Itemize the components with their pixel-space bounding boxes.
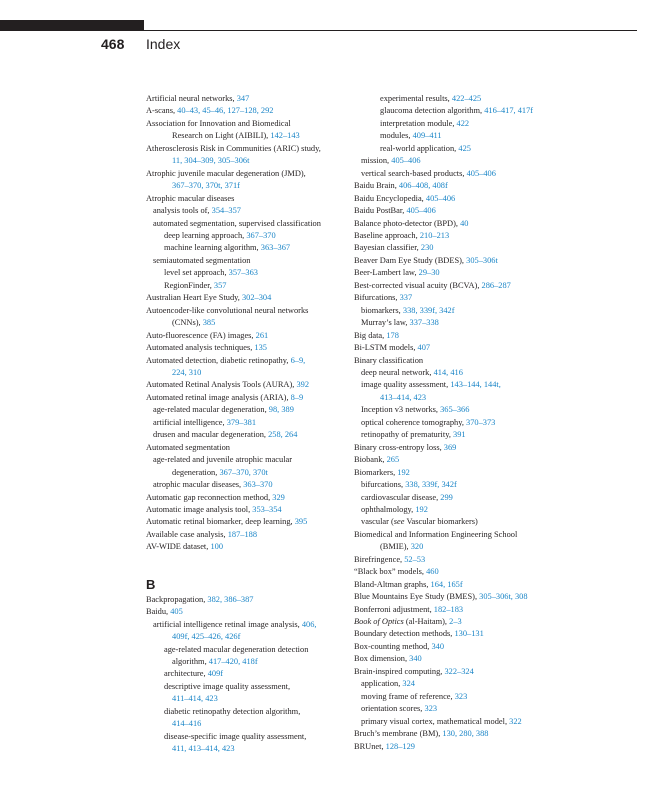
- page-reference-link[interactable]: 98, 389: [268, 405, 294, 415]
- index-term: Automated retinal image analysis (ARIA),: [146, 392, 291, 402]
- index-entry: [146, 492, 342, 504]
- index-entry: [354, 591, 554, 603]
- index-term: age-related macular degeneration detection: [164, 644, 309, 654]
- index-column-right: [354, 93, 554, 753]
- page-reference-link[interactable]: 6–9,: [290, 355, 306, 365]
- index-term: age-related and juvenile atrophic macular: [153, 455, 293, 465]
- index-entry: [354, 255, 554, 267]
- index-term: Inception v3 networks,: [361, 405, 441, 415]
- index-term: Bonferroni adjustment,: [354, 604, 434, 614]
- index-entry: [146, 731, 342, 756]
- index-term: Atrophic macular diseases: [146, 193, 235, 203]
- index-entry: [354, 292, 554, 304]
- index-entry: [354, 193, 554, 205]
- index-term: Box-counting method,: [354, 641, 432, 651]
- index-term: Autoencoder-like convolutional neural networks: [146, 305, 309, 315]
- index-entry: [354, 379, 554, 404]
- index-term: orientation scores,: [361, 704, 425, 714]
- index-term: Backpropagation,: [146, 594, 208, 604]
- page-reference-link[interactable]: 338, 339f, 342f: [402, 305, 455, 315]
- index-entry: [354, 242, 554, 254]
- index-term: Available case analysis,: [146, 529, 228, 539]
- page-reference-link[interactable]: 230: [420, 243, 434, 253]
- index-term: bifurcations,: [361, 480, 406, 490]
- page-reference-link[interactable]: 187–188: [227, 529, 258, 539]
- page-reference-link[interactable]: 337–338: [409, 318, 439, 328]
- page-reference-link[interactable]: 353–354: [252, 504, 282, 514]
- index-term: ophthalmology,: [361, 504, 416, 514]
- page-reference-link[interactable]: 323: [424, 704, 438, 714]
- page-number: 468: [101, 36, 125, 52]
- index-term: Baseline approach,: [354, 230, 420, 240]
- index-term: Biomarkers,: [354, 467, 398, 477]
- page-reference-link[interactable]: 2–3: [449, 617, 462, 627]
- index-term: diabetic retinopathy detection algorithm,: [164, 706, 301, 716]
- index-entry: [146, 218, 342, 230]
- index-entry: [354, 143, 554, 155]
- index-entry: [354, 579, 554, 591]
- page-reference-link[interactable]: 407: [417, 343, 431, 353]
- index-term: Association for Innovation and Biomedical: [146, 118, 291, 128]
- index-entry: [354, 317, 554, 329]
- page-reference-link[interactable]: 178: [386, 330, 399, 340]
- index-entry: [354, 467, 554, 479]
- index-entry: [354, 180, 554, 192]
- index-entry-continuation: [164, 743, 342, 755]
- page-reference-link[interactable]: 422: [456, 118, 470, 128]
- page-reference-link[interactable]: 8–9: [290, 392, 304, 402]
- page-reference-link[interactable]: 405: [170, 607, 183, 617]
- page-reference-link[interactable]: 425: [458, 143, 471, 153]
- page-reference-link[interactable]: 405–406: [425, 193, 456, 203]
- index-entry: [354, 454, 554, 466]
- index-term: Atherosclerosis Risk in Communities (ARIC) study,: [146, 143, 321, 153]
- page-reference-link[interactable]: 164, 165f: [430, 579, 463, 589]
- index-entry: [146, 479, 342, 491]
- index-term: application,: [361, 679, 403, 689]
- page-reference-link[interactable]: 265: [386, 455, 400, 465]
- page-reference-link[interactable]: 409f: [207, 669, 224, 679]
- page-reference-link[interactable]: 324: [402, 679, 415, 689]
- index-entry: [146, 205, 342, 217]
- page-reference-link[interactable]: 382, 386–387: [207, 594, 254, 604]
- page-reference-link[interactable]: 340: [431, 641, 445, 651]
- index-term: Best-corrected visual acuity (BCVA),: [354, 280, 482, 290]
- index-column-left: [146, 93, 342, 756]
- page-reference-link[interactable]: 340: [409, 654, 422, 664]
- running-head: Index: [146, 36, 181, 52]
- page-reference-link[interactable]: 192: [397, 467, 410, 477]
- index-entry: [354, 442, 554, 454]
- page-reference-link[interactable]: 406–408, 408f: [398, 181, 448, 191]
- index-entry: [146, 644, 342, 669]
- index-term: Australian Heart Eye Study,: [146, 293, 242, 303]
- index-entry: [354, 529, 554, 554]
- index-term: level set approach,: [164, 268, 229, 278]
- index-term: analysis tools of,: [153, 206, 212, 216]
- index-entry: [146, 681, 342, 706]
- index-term: optical coherence tomography,: [361, 417, 467, 427]
- cross-ref-see: see: [393, 517, 405, 527]
- page-reference-link[interactable]: 100: [210, 542, 223, 552]
- index-entry-continuation: [153, 467, 342, 479]
- index-term: Bland-Altman graphs,: [354, 579, 431, 589]
- index-entry: [146, 280, 342, 292]
- index-term: artificial intelligence,: [153, 417, 227, 427]
- index-term: Automated segmentation: [146, 442, 230, 452]
- index-term-cont: (BMIE),: [380, 542, 411, 552]
- index-entry: [354, 230, 554, 242]
- index-term: glaucoma detection algorithm,: [380, 106, 485, 116]
- index-entry-continuation: [146, 317, 342, 329]
- index-entry: [354, 716, 554, 728]
- index-entry-continuation: [146, 180, 342, 192]
- index-entry: [354, 105, 554, 117]
- index-term: atrophic macular diseases,: [153, 480, 244, 490]
- index-term: Bayesian classifier,: [354, 243, 421, 253]
- index-entry: [146, 417, 342, 429]
- index-entry: [354, 205, 554, 217]
- index-entry-continuation: [146, 130, 342, 142]
- index-entry: [354, 267, 554, 279]
- index-term: disease-specific image quality assessment,: [164, 731, 307, 741]
- index-term: vascular (: [361, 517, 394, 527]
- page-reference-link[interactable]: 417–420, 418f: [208, 657, 258, 667]
- index-entry: [146, 143, 342, 168]
- index-term-italic: Book of Optics: [354, 617, 404, 627]
- page-reference-link[interactable]: 460: [426, 567, 439, 577]
- index-entry: [354, 479, 554, 491]
- index-term: Brain-inspired computing,: [354, 666, 445, 676]
- index-term: modules,: [380, 131, 413, 141]
- page-reference-link[interactable]: 322: [509, 716, 522, 726]
- index-entry: [146, 242, 342, 254]
- index-term: descriptive image quality assessment,: [164, 681, 291, 691]
- index-term: Box dimension,: [354, 654, 410, 664]
- index-entry: [354, 666, 554, 678]
- index-term: moving frame of reference,: [361, 691, 455, 701]
- index-term: cardiovascular disease,: [361, 492, 441, 502]
- page-reference-link[interactable]: 422–425: [451, 94, 482, 103]
- index-list-b-continued: [354, 93, 554, 753]
- index-term: vertical search-based products,: [361, 168, 467, 178]
- page-reference-link[interactable]: 261: [255, 330, 269, 340]
- index-entry: [354, 728, 554, 740]
- index-entry: [354, 628, 554, 640]
- index-term: age-related macular degeneration,: [153, 405, 269, 415]
- page-reference-link[interactable]: 409–411: [412, 131, 442, 141]
- index-entry-continuation: [153, 631, 342, 643]
- page-reference-link[interactable]: 405–406: [466, 168, 496, 178]
- index-term: Auto-fluorescence (FA) images,: [146, 330, 256, 340]
- page-reference-link[interactable]: 224, 310: [172, 367, 202, 377]
- index-entry-continuation: [164, 693, 342, 705]
- index-entry: [146, 442, 342, 454]
- index-entry-continuation: [354, 541, 554, 553]
- page-reference-link[interactable]: 414, 416: [433, 367, 463, 377]
- index-term: Automatic gap reconnection method,: [146, 492, 273, 502]
- index-term: Baidu Encyclopedia,: [354, 193, 426, 203]
- index-entry: [354, 155, 554, 167]
- index-entry: [146, 454, 342, 479]
- index-entry: [354, 504, 554, 516]
- index-entry: [354, 330, 554, 342]
- index-entry: [354, 280, 554, 292]
- page-reference-link[interactable]: 357: [213, 280, 227, 290]
- index-entry: [146, 230, 342, 242]
- page-reference-link[interactable]: 130–131: [454, 629, 484, 639]
- index-entry: [146, 105, 342, 117]
- index-term: AV-WIDE dataset,: [146, 542, 211, 552]
- page-reference-link[interactable]: 363–367: [260, 243, 291, 253]
- page-reference-link[interactable]: 337: [399, 293, 413, 303]
- page-reference-link[interactable]: 142–143: [270, 131, 300, 141]
- index-list-b: [146, 594, 342, 756]
- index-term: Automated detection, diabetic retinopathy,: [146, 355, 291, 365]
- index-entry: [146, 342, 342, 354]
- index-entry: [354, 404, 554, 416]
- index-entry: [354, 130, 554, 142]
- index-term: drusen and macular degeneration,: [153, 430, 269, 440]
- page-reference-link[interactable]: 367–370: [246, 230, 276, 240]
- index-entry: [146, 516, 342, 528]
- index-term: primary visual cortex, mathematical model,: [361, 716, 510, 726]
- header-rule: [0, 30, 637, 31]
- page-reference-link[interactable]: 357–363: [228, 268, 258, 278]
- index-entry: [354, 429, 554, 441]
- page-reference-link[interactable]: 391: [453, 430, 466, 440]
- index-entry: [146, 404, 342, 416]
- page-reference-link[interactable]: 338, 339f, 342f: [405, 480, 457, 490]
- index-entry: [354, 616, 554, 628]
- index-entry: [146, 292, 342, 304]
- index-term: Binary classification: [354, 355, 424, 365]
- page-reference-link[interactable]: 182–183: [433, 604, 464, 614]
- page-reference-link[interactable]: 320: [410, 542, 424, 552]
- index-entry-continuation: [146, 367, 342, 379]
- index-entry: [146, 255, 342, 267]
- page-reference-link[interactable]: 52–53: [404, 554, 426, 564]
- page-reference-link[interactable]: 409f, 425–426, 426f: [172, 632, 241, 642]
- page-reference-link[interactable]: 392: [296, 380, 310, 390]
- page-reference-link[interactable]: 414–416: [172, 719, 202, 729]
- index-entry: [354, 305, 554, 317]
- page-reference-link[interactable]: 385: [202, 318, 216, 328]
- index-list-a: [146, 93, 342, 554]
- index-entry: [146, 168, 342, 193]
- index-term: Automated analysis techniques,: [146, 343, 255, 353]
- index-entry: [354, 703, 554, 715]
- index-entry: [146, 118, 342, 143]
- index-entry: [354, 691, 554, 703]
- index-entry: [354, 118, 554, 130]
- index-term: semiautomated segmentation: [153, 255, 251, 265]
- index-entry: [354, 168, 554, 180]
- page-reference-link[interactable]: 354–357: [211, 206, 241, 216]
- index-entry: [146, 529, 342, 541]
- index-entry: [146, 355, 342, 380]
- index-term: Boundary detection methods,: [354, 629, 455, 639]
- index-term: Baidu Brain,: [354, 181, 399, 191]
- index-entry: [354, 342, 554, 354]
- index-entry: [146, 330, 342, 342]
- index-term-cont: Vascular biomarkers): [404, 517, 478, 527]
- index-term: RegionFinder,: [164, 280, 214, 290]
- page-reference-link[interactable]: 411, 413–414, 423: [172, 744, 235, 754]
- index-term: Automatic image analysis tool,: [146, 504, 253, 514]
- index-term: Baidu,: [146, 607, 171, 617]
- page-reference-link[interactable]: 258, 264: [268, 430, 298, 440]
- index-term: biomarkers,: [361, 305, 403, 315]
- index-entry: [146, 668, 342, 680]
- page-reference-link[interactable]: 286–287: [481, 280, 511, 290]
- index-term: Beaver Dam Eye Study (BDES),: [354, 255, 467, 265]
- index-entry: [146, 429, 342, 441]
- page-reference-link[interactable]: 329: [272, 492, 285, 502]
- index-term: BRUnet,: [354, 741, 386, 751]
- page-reference-link[interactable]: 130, 280, 388: [442, 729, 489, 739]
- index-entry: [146, 619, 342, 644]
- index-term: retinopathy of prematurity,: [361, 430, 454, 440]
- index-entry: [146, 267, 342, 279]
- page-reference-link[interactable]: 367–370, 370t: [219, 467, 268, 477]
- page-reference-link[interactable]: 405–406: [406, 206, 436, 216]
- page-reference-link[interactable]: 323: [454, 691, 468, 701]
- page-reference-link[interactable]: 302–304: [241, 293, 272, 303]
- page-reference-link[interactable]: 40: [460, 218, 469, 228]
- section-letter-b: B: [146, 576, 156, 592]
- index-entry-continuation: [146, 155, 342, 167]
- page-reference-link[interactable]: 347: [236, 94, 250, 103]
- index-term: mission,: [361, 156, 392, 166]
- index-entry: [146, 392, 342, 404]
- index-term: Beer-Lambert law,: [354, 268, 419, 278]
- index-entry: [354, 417, 554, 429]
- page-reference-link[interactable]: 143–144, 144t,: [450, 380, 501, 390]
- page-reference-link[interactable]: 370–373: [466, 417, 496, 427]
- index-entry: [354, 641, 554, 653]
- index-term: Baidu PostBar,: [354, 206, 407, 216]
- index-entry: [354, 218, 554, 230]
- index-term: Birefringence,: [354, 554, 405, 564]
- index-term: interpretation module,: [380, 118, 457, 128]
- index-entry-continuation: [164, 656, 342, 668]
- index-entry: [146, 193, 342, 205]
- page-reference-link[interactable]: 411–414, 423: [172, 694, 218, 704]
- index-entry: [354, 367, 554, 379]
- index-entry: [354, 554, 554, 566]
- index-term: “Black box” models,: [354, 567, 427, 577]
- index-entry: [354, 355, 554, 367]
- index-term: Artificial neural networks,: [146, 94, 237, 103]
- index-term: Automatic retinal biomarker, deep learning,: [146, 517, 295, 527]
- page-reference-link[interactable]: 305–306t, 308: [479, 592, 528, 602]
- index-term: Big data,: [354, 330, 387, 340]
- page-reference-link[interactable]: 365–366: [440, 405, 470, 415]
- index-term-cont: (CNNs),: [172, 318, 203, 328]
- page-reference-link[interactable]: 416–417, 417f: [484, 106, 534, 116]
- index-term: artificial intelligence retinal image analysis,: [153, 619, 302, 629]
- index-term: real-world application,: [380, 143, 459, 153]
- index-term: Blue Mountains Eye Study (BMES),: [354, 592, 480, 602]
- index-entry: [354, 516, 554, 528]
- index-term: Atrophic juvenile macular degeneration (JMD),: [146, 168, 306, 178]
- index-term: machine learning algorithm,: [164, 243, 261, 253]
- index-term: Biomedical and Information Engineering School: [354, 529, 518, 539]
- index-term: Automated Retinal Analysis Tools (AURA),: [146, 380, 297, 390]
- index-term-cont: algorithm,: [172, 657, 209, 667]
- page-reference-link[interactable]: 367–370, 370t, 371f: [172, 181, 240, 191]
- index-term: architecture,: [164, 669, 208, 679]
- page-reference-link[interactable]: 11, 304–309, 305–306t: [172, 156, 250, 166]
- page-reference-link[interactable]: 40–43, 45–46, 127–128, 292: [177, 106, 274, 116]
- page-reference-link[interactable]: 192: [415, 504, 428, 514]
- page-reference-link[interactable]: 363–370: [243, 480, 273, 490]
- index-entry: [146, 706, 342, 731]
- index-term: image quality assessment,: [361, 380, 451, 390]
- page-reference-link[interactable]: 305–306t: [466, 255, 498, 265]
- index-entry: [146, 379, 342, 391]
- index-term-cont: degeneration,: [172, 467, 220, 477]
- index-entry: [146, 606, 342, 618]
- page-reference-link[interactable]: 299: [440, 492, 453, 502]
- index-term-cont: Research on Light (AIBILI),: [172, 131, 271, 141]
- index-entry-continuation: [361, 392, 554, 404]
- page-reference-link[interactable]: 369: [443, 442, 457, 452]
- index-entry: [146, 541, 342, 553]
- index-term: Murray’s law,: [361, 318, 410, 328]
- index-entry: [146, 504, 342, 516]
- index-term: A-scans,: [146, 106, 178, 116]
- index-entry: [354, 93, 554, 105]
- index-entry: [354, 653, 554, 665]
- page-reference-link[interactable]: 135: [254, 343, 267, 353]
- index-entry: [146, 594, 342, 606]
- index-entry: [146, 93, 342, 105]
- index-entry: [354, 604, 554, 616]
- index-term: (al-Haitam),: [403, 617, 450, 627]
- index-term: deep learning approach,: [164, 230, 247, 240]
- index-entry: [354, 566, 554, 578]
- page-reference-link[interactable]: 413–414, 423: [380, 392, 427, 402]
- index-entry: [354, 678, 554, 690]
- index-term: Balance photo-detector (BPD),: [354, 218, 461, 228]
- index-term: experimental results,: [380, 94, 452, 103]
- index-entry: [354, 741, 554, 753]
- index-term: deep neural network,: [361, 367, 434, 377]
- index-term: automated segmentation, supervised classification: [153, 218, 321, 228]
- page-reference-link[interactable]: 322–324: [444, 666, 474, 676]
- index-term: Biobank,: [354, 455, 387, 465]
- index-entry: [146, 305, 342, 330]
- index-term: Bifurcations,: [354, 293, 400, 303]
- page-reference-link[interactable]: 29–30: [418, 268, 440, 278]
- page-reference-link[interactable]: 128–129: [385, 741, 415, 751]
- page-reference-link[interactable]: 405–406: [391, 156, 421, 166]
- page-reference-link[interactable]: 210–213: [419, 230, 450, 240]
- page-reference-link[interactable]: 379–381: [226, 417, 257, 427]
- index-entry: [354, 492, 554, 504]
- index-term: Binary cross-entropy loss,: [354, 442, 444, 452]
- index-term: Bruch’s membrane (BM),: [354, 729, 443, 739]
- page-reference-link[interactable]: 406,: [301, 619, 317, 629]
- index-entry-continuation: [164, 718, 342, 730]
- index-term: Bi-LSTM models,: [354, 343, 418, 353]
- page-reference-link[interactable]: 395: [294, 517, 308, 527]
